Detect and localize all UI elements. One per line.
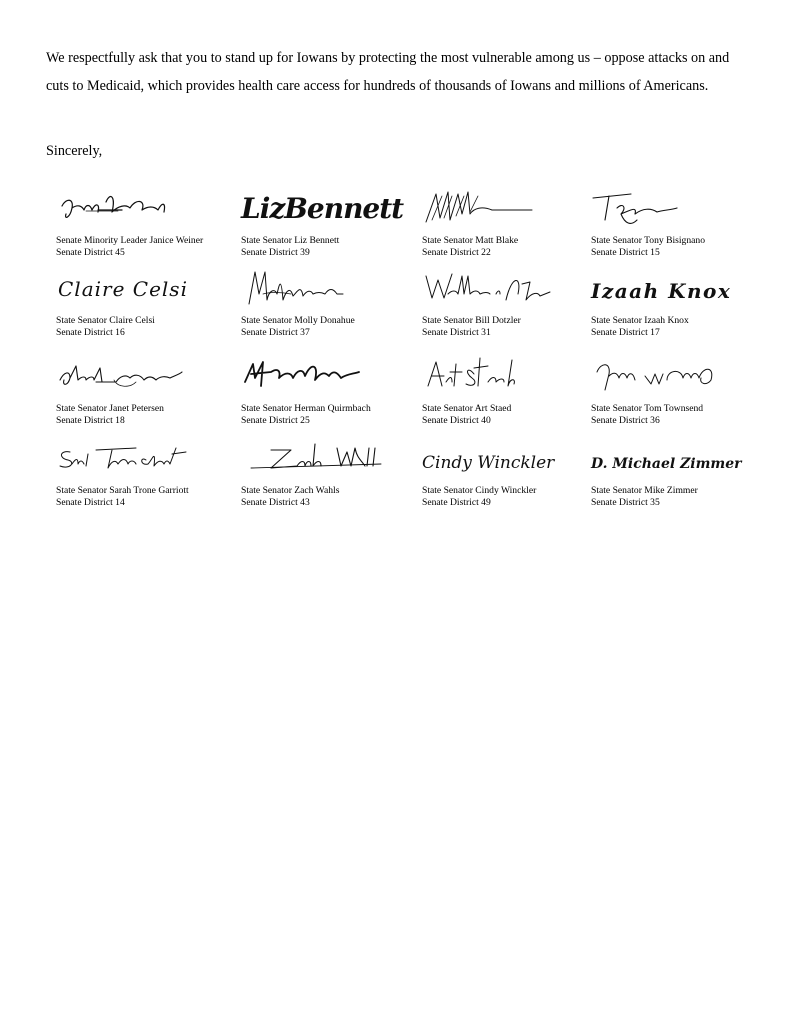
signer-district: Senate District 15 — [591, 246, 660, 258]
handwritten-signature — [241, 352, 401, 398]
handwritten-signature — [591, 434, 751, 480]
signer-district: Senate District 14 — [56, 496, 125, 508]
letter-paragraph: We respectfully ask that you to stand up for Iowans by protecting the most vulnerable among us – oppose attacks on and cuts to Medicaid, which provides health care access for hundreds of thousands of Iowans and millions of Americans. — [46, 50, 730, 94]
signer-district: Senate District 17 — [591, 326, 660, 338]
handwritten-signature — [56, 352, 216, 398]
signer-name: Senate Minority Leader Janice Weiner — [56, 235, 204, 246]
signer-district: Senate District 16 — [56, 326, 125, 338]
handwritten-signature — [422, 434, 582, 480]
signer-district: Senate District 18 — [56, 414, 125, 426]
svg-text:Claire Celsi: Claire Celsi — [58, 277, 188, 301]
handwritten-signature — [591, 264, 751, 310]
handwritten-signature — [422, 184, 582, 230]
signer-name: State Senator Mike Zimmer — [591, 485, 698, 496]
signer-name: State Senator Cindy Winckler — [422, 485, 537, 496]
signature-block — [591, 440, 771, 510]
signer-name: State Senator Art Staed — [422, 403, 512, 414]
signer-name: State Senator Molly Donahue — [241, 315, 355, 326]
signer-name: State Senator Sarah Trone Garriott — [56, 485, 189, 496]
signer-name: State Senator Matt Blake — [422, 235, 519, 246]
signer-name: State Senator Janet Petersen — [56, 403, 164, 414]
svg-text:Izaah Knox: Izaah Knox — [591, 279, 732, 303]
signer-district: Senate District 36 — [591, 414, 660, 426]
signature-block — [422, 270, 602, 340]
handwritten-signature — [422, 264, 582, 310]
signer-district: Senate District 31 — [422, 326, 491, 338]
signature-block — [56, 190, 236, 260]
signatures-grid — [56, 190, 746, 520]
signer-name: State Senator Zach Wahls — [241, 485, 340, 496]
signer-district: Senate District 43 — [241, 496, 310, 508]
signer-name: State Senator Bill Dotzler — [422, 315, 521, 326]
handwritten-signature — [241, 434, 401, 480]
signature-block — [422, 358, 602, 428]
handwritten-signature — [591, 184, 751, 230]
handwritten-signature — [56, 184, 216, 230]
signer-district: Senate District 37 — [241, 326, 310, 338]
signature-block — [591, 190, 771, 260]
svg-text:Cindy Winckler: Cindy Winckler — [422, 453, 555, 473]
signer-district: Senate District 35 — [591, 496, 660, 508]
signer-name: State Senator Tom Townsend — [591, 403, 704, 414]
handwritten-signature — [591, 352, 751, 398]
signature-block — [241, 270, 421, 340]
signature-block — [56, 358, 236, 428]
signer-name: State Senator Izaah Knox — [591, 315, 689, 326]
signer-district: Senate District 25 — [241, 414, 310, 426]
signer-district: Senate District 39 — [241, 246, 310, 258]
signature-block — [241, 358, 421, 428]
signer-name: State Senator Liz Bennett — [241, 235, 340, 246]
signer-district: Senate District 49 — [422, 496, 491, 508]
signature-block — [591, 358, 771, 428]
signature-block — [241, 190, 421, 260]
signer-district: Senate District 40 — [422, 414, 491, 426]
letter-closing: Sincerely, — [46, 143, 103, 159]
handwritten-signature — [241, 264, 401, 310]
signature-block — [56, 270, 236, 340]
signature-block — [241, 440, 421, 510]
signer-district: Senate District 22 — [422, 246, 491, 258]
signature-block — [56, 440, 236, 510]
svg-text:D. Michael Zimmer: D. Michael Zimmer — [591, 456, 742, 472]
signature-block — [591, 270, 771, 340]
signature-block — [422, 190, 602, 260]
handwritten-signature — [56, 434, 216, 480]
handwritten-signature — [56, 264, 216, 310]
signer-name: State Senator Herman Quirmbach — [241, 403, 371, 414]
handwritten-signature — [422, 352, 582, 398]
signer-name: State Senator Claire Celsi — [56, 315, 155, 326]
svg-text:LizBennett: LizBennett — [241, 192, 404, 225]
handwritten-signature — [241, 184, 404, 230]
signer-district: Senate District 45 — [56, 246, 125, 258]
signature-block — [422, 440, 602, 510]
signer-name: State Senator Tony Bisignano — [591, 235, 706, 246]
